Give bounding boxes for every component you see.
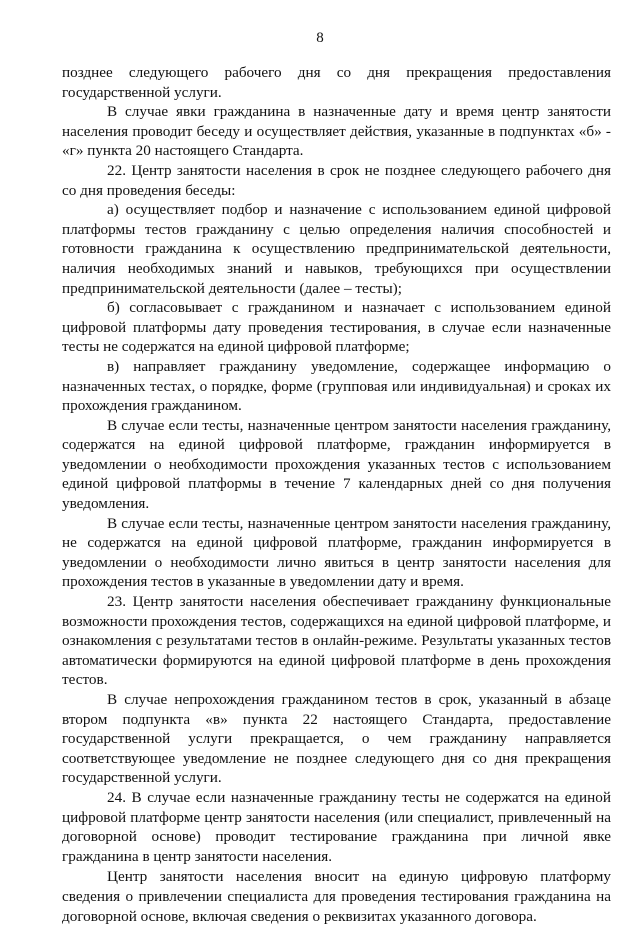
paragraph-1: позднее следующего рабочего дня со дня прекращения предоставления государственной услуги.: [62, 64, 611, 101]
document-body: [62, 63, 611, 926]
paragraph-7: В случае если тесты, назначенные центром занятости населения гражданину, содержатся на единой цифровой платформе, гражданин информируется в уведомлении о необходимости прохождения указанных тестов с использованием единой цифровой платформы в течение 7 календарных дней со дня получения уведомления.: [62, 416, 611, 513]
paragraph-11: 24. В случае если назначенные гражданину тесты не содержатся на единой цифровой платформе центр занятости населения (или специалист, привлеченный на договорной основе) проводит тестирование гражданина при личной явке гражданина в центр занятости населения.: [62, 788, 611, 865]
paragraph-4: а) осуществляет подбор и назначение с использованием единой цифровой платформы тестов гражданину с целью определения наличия способностей и готовности гражданина к осуществлению предпринимательской деятельности, наличия необходимых знаний и навыков, требующихся при осуществлении предпринимательской деятельности (далее – тесты);: [62, 201, 611, 297]
paragraph-5: б) согласовывает с гражданином и назначает с использованием единой цифровой платформы дату проведения тестирования, в случае если назначенные тесты не содержатся на единой цифровой платформе;: [62, 299, 611, 356]
paragraph-3: 22. Центр занятости населения в срок не позднее следующего рабочего дня со дня проведения беседы:: [62, 161, 611, 199]
paragraph-12: Центр занятости населения вносит на единую цифровую платформу сведения о привлечении специалиста для проведения тестирования гражданина на договорной основе, включая сведения о реквизитах указанного договора.: [62, 868, 611, 925]
paragraph-6: в) направляет гражданину уведомление, содержащее информацию о назначенных тестах, о порядке, форме (групповая или индивидуальная) и сроках их прохождения гражданином.: [62, 357, 611, 415]
paragraph-9: 23. Центр занятости населения обеспечивает гражданину функциональные возможности прохождения тестов, содержащихся на единой цифровой платформе, и ознакомления с результатами тестов в онлайн-режиме. Результаты указанных тестов автоматически формируются на единой цифровой платформе в день прохождения тестов.: [62, 593, 611, 689]
page-number: 8: [316, 30, 324, 46]
paragraph-8: В случае если тесты, назначенные центром занятости населения гражданину, не содержатся на единой цифровой платформе, гражданин информируется в уведомлении о необходимости лично явиться в центр занятости населения для прохождения тестов в указанные в уведомлении дату и время.: [62, 514, 611, 591]
paragraph-10: В случае непрохождения гражданином тестов в срок, указанный в абзаце втором подпункта «в» пункта 22 настоящего Стандарта, предоставление государственной услуги прекращается, о чем гражданину направляется соответствующее уведомление не позднее следующего дня со дня прекращения государственной услуги.: [62, 691, 611, 787]
paragraph-2: В случае явки гражданина в назначенные дату и время центр занятости населения проводит беседу и осуществляет действия, указанные в подпунктах «б» - «г» пункта 20 настоящего Стандарта.: [62, 103, 611, 160]
